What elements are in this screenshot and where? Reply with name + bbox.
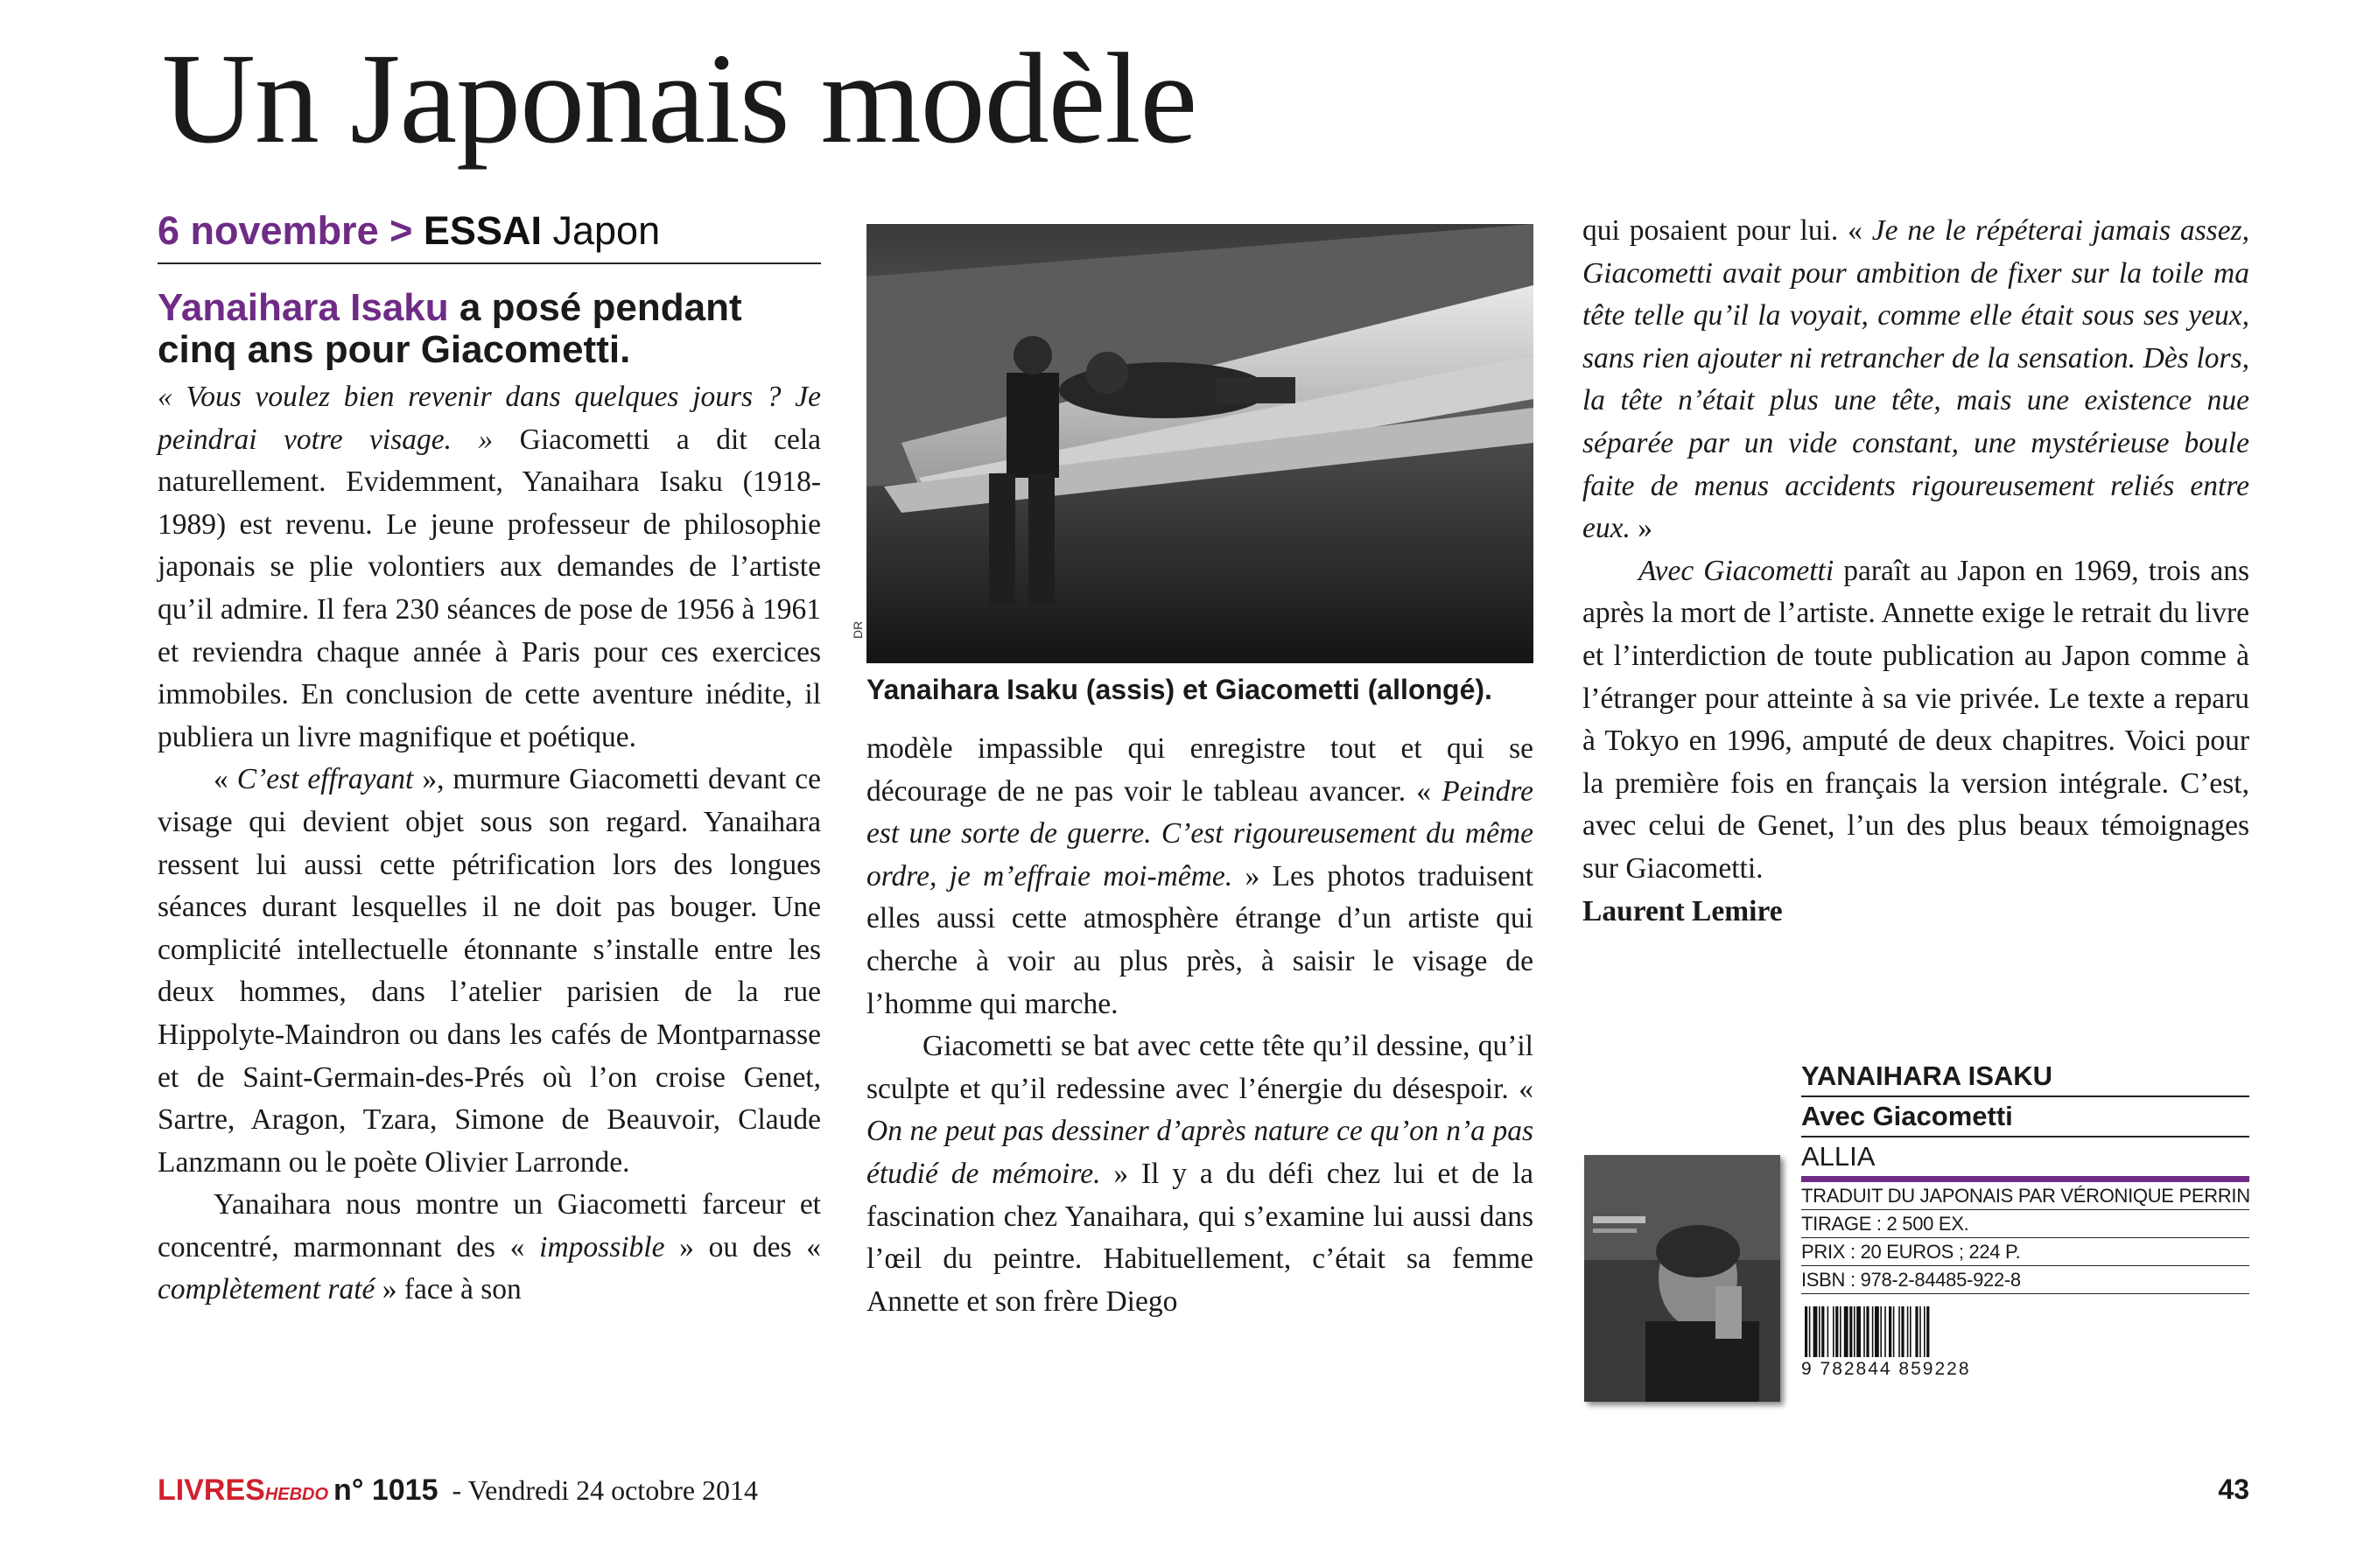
- book-price: PRIX : 20 EUROS ; 224 P.: [1801, 1238, 2249, 1266]
- column-3-body: [1582, 210, 2249, 891]
- barcode-icon: [1801, 1306, 1994, 1359]
- photo-credit: DR: [851, 620, 865, 639]
- book-publisher: ALLIA: [1801, 1138, 2249, 1182]
- barcode-digits: 9 782844 859228: [1801, 1359, 1971, 1379]
- text: modèle impassible qui enregistre tout et qui se décourage de ne pas voir le tableau avancer. «: [866, 732, 1533, 808]
- column-3: [1582, 210, 2249, 933]
- logo-main: LIVRES: [158, 1474, 265, 1507]
- magazine-logo: [158, 1474, 328, 1507]
- text: Giacometti a dit cela naturellement. Evidemment, Yanaihara Isaku (1918-1989) est revenu. Le jeune professeur de philosophie japonais se plie volontiers aux demandes de l’artiste qu’il admire. Il fera 230 séances de pose de 1956 à 1961 et reviendra chaque année à Paris pour ces exercices immobiles. En conclusion de cette aventure inédite, il publiera un livre magnifique et poétique.: [158, 423, 821, 753]
- column-1-body: [158, 376, 821, 1312]
- article-photo: [866, 224, 1533, 663]
- standfirst: [158, 287, 821, 371]
- quote: Je ne le répéterai jamais assez, Giacometti avait pour ambition de fixer sur la toile ma tête telle qu’il la voyait, comme elle était sous ses yeux, sans rien ajouter ni retrancher de la sensation. Dès lors, la tête n’était plus une tête, mais une existence nue séparée par un vide constant, une mystérieuse boule faite de menus accidents rigoureusement reliés entre eux.: [1582, 214, 2249, 545]
- rubric-arrow: >: [389, 208, 413, 253]
- column-1: [158, 203, 821, 1312]
- paragraph: [866, 1026, 1533, 1323]
- column-2-body: [866, 728, 1533, 1323]
- text: » Les photos traduisent elles aussi cette atmosphère étrange d’un artiste qui cherche à voir au plus près, à saisir le visage de l’homme qui marche.: [866, 859, 1533, 1020]
- book-print-run: TIRAGE : 2 500 EX.: [1801, 1210, 2249, 1238]
- standfirst-name: Yanaihara Isaku: [158, 286, 449, 329]
- quote: complètement raté: [158, 1273, 375, 1306]
- paragraph: [1582, 550, 2249, 891]
- text: qui posaient pour lui. «: [1582, 214, 1872, 247]
- book-title-inline: Avec Giacometti: [1638, 554, 1834, 587]
- text: »: [1630, 512, 1652, 545]
- book-translation: TRADUIT DU JAPONAIS PAR VÉRONIQUE PERRIN: [1801, 1182, 2249, 1210]
- article-title: Un Japonais modèle: [162, 27, 1197, 171]
- paragraph: [158, 1184, 821, 1312]
- column-2: [866, 224, 1533, 1323]
- photo-illustration: [866, 224, 1533, 663]
- text: » face à son: [375, 1273, 522, 1306]
- paragraph: [158, 376, 821, 759]
- paragraph: [1582, 210, 2249, 550]
- issue-number: n° 1015: [333, 1474, 438, 1507]
- text: paraît au Japon en 1969, trois ans après la mort de l’artiste. Annette exige le retrait du livre et l’interdiction de toute publication au Japon comme à l’étranger pour atteinte à sa vie privée. Le texte a reparu à Tokyo en 1996, amputé de deux chapitres. Voici pour la première fois en français la version intégrale. C’est, avec celui de Genet, l’un des plus beaux témoignages sur Giacometti.: [1582, 554, 2249, 885]
- quote: Peindre est une sorte de guerre. C’est rigoureusement du même ordre, je m’effraie moi-même.: [866, 774, 1533, 892]
- text: murmure Giacometti devant ce visage qui devient objet sous son regard. Yanaihara ressent lui aussi cette pétrification lors des longues séances durant lesquelles il ne doit pas bouger. Une complicité intellectuelle étonnante s’installe entre les deux hommes, dans l’atelier parisien de la rue Hippolyte-Maindron ou dans les cafés de Montparnasse et de Saint-Germain-des-Prés où l’on croise Genet, Sartre, Aragon, Tzara, Simone de Beauvoir, Claude Lanzmann ou le poète Olivier Larronde.: [158, 763, 821, 1179]
- page-footer: [158, 1474, 2249, 1517]
- paragraph: [866, 728, 1533, 1026]
- text: Giacometti se bat avec cette tête qu’il dessine, qu’il sculpte et qu’il redessine avec l’énergie du désespoir. «: [866, 1030, 1533, 1105]
- photo-caption: Yanaihara Isaku (assis) et Giacometti (allongé).: [866, 674, 1492, 705]
- book-details: [1801, 1057, 2249, 1380]
- paragraph: [158, 759, 821, 1184]
- quote: « Vous voulez bien revenir dans quelques jours ? Je peindrai votre visage. »: [158, 381, 821, 456]
- text: » Il y a du défi chez lui et de la fascination chez Yanaihara, qui s’examine lui aussi dans l’œil du peintre. Habituellement, c’était sa femme Annette et son frère Diego: [866, 1157, 1533, 1318]
- text: «: [214, 763, 237, 796]
- book-info-box: [1582, 1057, 2249, 1400]
- rubric-place: Japon: [552, 208, 661, 253]
- book-author: YANAIHARA ISAKU: [1801, 1057, 2249, 1097]
- issue-date: - Vendredi 24 octobre 2014: [445, 1474, 759, 1506]
- barcode: [1801, 1306, 2249, 1380]
- book-title: Avec Giacometti: [1801, 1097, 2249, 1138]
- book-cover-image: [1584, 1155, 1780, 1402]
- text: »,: [413, 763, 453, 796]
- rubric-genre: ESSAI: [423, 208, 542, 253]
- book-cover-illustration: [1584, 1155, 1780, 1402]
- logo-sub: HEBDO: [264, 1485, 329, 1504]
- rubric-date: 6 novembre: [158, 208, 379, 253]
- rubric-line: [158, 203, 821, 264]
- quote: impossible: [539, 1230, 665, 1264]
- quote: On ne peut pas dessiner d’après nature ce qu’on n’a pas étudié de mémoire.: [866, 1115, 1533, 1190]
- quote: C’est effrayant: [236, 763, 414, 796]
- text: » ou des «: [664, 1230, 821, 1264]
- standfirst-text: a posé pendant cinq ans pour Giacometti.: [158, 286, 742, 371]
- text: Yanaihara nous montre un Giacometti farceur et concentré, marmonnant des «: [158, 1188, 821, 1264]
- page-number: 43: [2218, 1474, 2249, 1505]
- book-isbn: ISBN : 978-2-84485-922-8: [1801, 1266, 2249, 1294]
- author-signature: Laurent Lemire: [1582, 894, 1783, 928]
